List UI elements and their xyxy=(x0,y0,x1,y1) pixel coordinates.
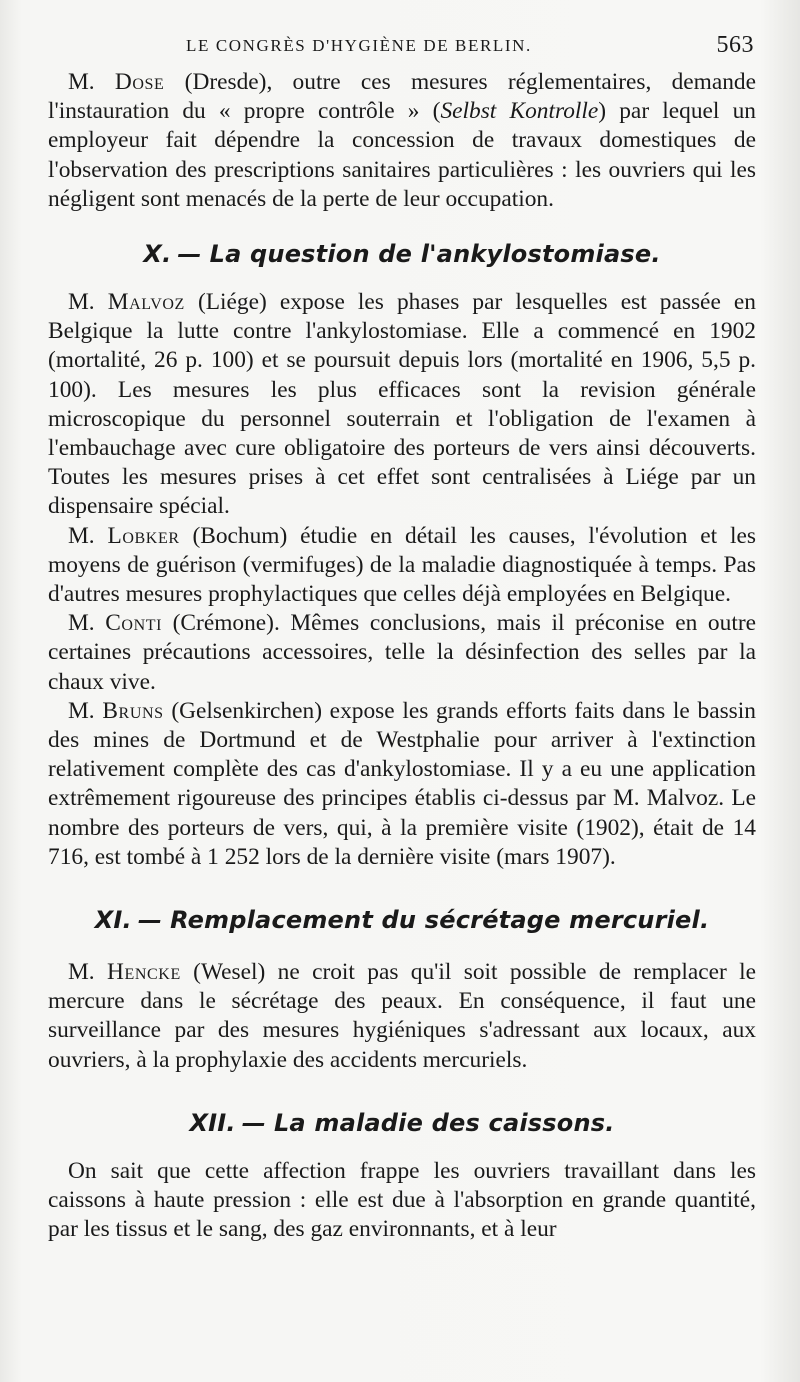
speaker-prefix: M. xyxy=(68,610,106,637)
section-dash: — xyxy=(177,240,202,269)
paragraph-conti xyxy=(48,609,756,697)
section-heading-xi xyxy=(48,906,756,934)
speaker-prefix: M. xyxy=(68,289,108,316)
italic-term: Selbst Kontrolle xyxy=(440,98,599,125)
section-dash: — xyxy=(137,906,163,935)
section-number: X. xyxy=(143,240,172,269)
speaker-name: Bruns xyxy=(102,697,164,724)
running-header xyxy=(48,28,756,68)
section-number: XI. xyxy=(94,906,132,935)
speaker-name: Malvoz xyxy=(107,289,185,316)
paragraph-hencke xyxy=(48,958,756,1075)
speaker-name: Dose xyxy=(114,69,165,95)
section-number: XII. xyxy=(189,1108,236,1137)
speaker-prefix: M. xyxy=(68,959,107,986)
speaker-prefix: M. xyxy=(68,69,115,95)
paragraph-bruns xyxy=(48,697,756,872)
paragraph-text: (Gelsenkirchen) expose les grands efforts faits dans le bassin des mines de Dortmund et de Westphalie pour arriver à l'extinction relativement complète des cas d'ankylostomiase. Il y a eu une application extrêmement rigoureuse des principes établis ci-dessus par M. Malvoz. Le nombre des porteurs de vers, qui, à la première visite (1902), était de 14 716, est tombé à 1 252 lors de la dernière visite (mars 1907). xyxy=(48,697,756,870)
running-title: LE CONGRÈS D'HYGIÈNE DE BERLIN. xyxy=(186,36,532,55)
section-title: La maladie des caissons. xyxy=(273,1108,615,1137)
paragraph-text: On sait que cette affection frappe les ouvriers travaillant dans les caissons à haute pression : elle est due à l'absorption en grande quantité, par les tissus et le sang, des gaz environnants, et à leur xyxy=(48,1157,756,1243)
section-heading-x xyxy=(48,240,756,268)
section-heading-xii xyxy=(48,1109,756,1137)
speaker-name: Hencke xyxy=(107,959,181,986)
paragraph-malvoz xyxy=(48,288,756,522)
section-title: La question de l'ankylostomiase. xyxy=(209,240,661,269)
paragraph-caissons xyxy=(48,1157,756,1245)
paragraph-text: (Dresde), outre ces mesures réglementaires, demande l'instauration du « propre contrôle » ( xyxy=(48,69,756,125)
page-number: 563 xyxy=(716,32,754,58)
paragraph-text: (Bochum) étudie en détail les causes, l'évolution et les moyens de guérison (vermifuges) de la maladie diagnostiquée à temps. Pas d'autres mesures prophylactiques que celles déjà employées en Belgique. xyxy=(48,522,756,608)
paragraph-dose xyxy=(48,68,756,214)
paragraph-lobker xyxy=(48,522,756,610)
speaker-prefix: M. xyxy=(68,522,108,549)
speaker-prefix: M. xyxy=(68,697,103,724)
speaker-name: Lobker xyxy=(107,522,180,549)
paragraph-text: (Crémone). Mêmes conclusions, mais il préconise en outre certaines précautions accessoires, telle la désinfection des selles par la chaux vive. xyxy=(48,610,756,695)
paragraph-text: (Wesel) ne croit pas qu'il soit possible de remplacer le mercure dans le sécrétage des peaux. En conséquence, il faut une surveillance par des mesures hygiéniques s'adressant aux locaux, aux ouvriers, à la prophylaxie des accidents mercuriels. xyxy=(48,959,757,1073)
section-title: Remplacement du sécrétage mercuriel. xyxy=(170,906,710,935)
speaker-name: Conti xyxy=(105,610,163,637)
paragraph-text-continued: ) par lequel un employeur fait dépendre la concession de travaux domestiques de l'observation des prescriptions sanitaires particulières : les ouvriers qui les négligent sont menacés de la perte de leur occupation. xyxy=(48,98,756,212)
section-dash: — xyxy=(241,1108,266,1137)
paragraph-text: (Liége) expose les phases par lesquelles est passée en Belgique la lutte contre l'ankylostomiase. Elle a commencé en 1902 (mortalité, 26 p. 100) et se poursuit depuis lors (mortalité en 1906, 5,5 p. 100). Les mesures les plus efficaces sont la revision générale microscopique du personnel souterrain et l'obligation de l'examen à l'embauchage avec cure obligatoire des porteurs de vers ainsi découverts. Toutes les mesures prises à cet effet sont centralisées à Liége par un dispensaire spécial. xyxy=(48,289,756,520)
